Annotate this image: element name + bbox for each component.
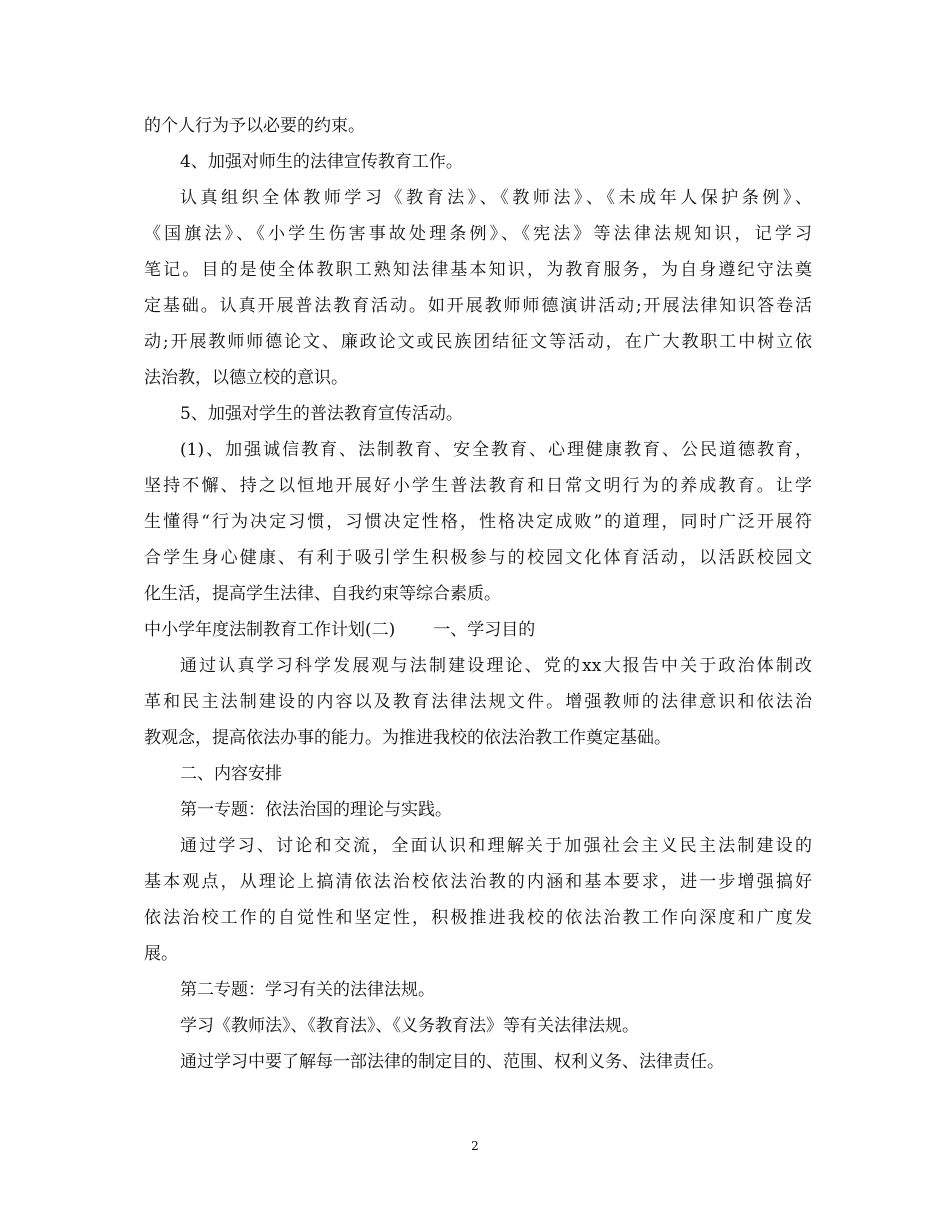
paragraph-line: 基本观点，从理论上搞清依法治校依法治教的内涵和基本要求，进一步增强搞好 [144,872,812,892]
paragraph-line: 合学生身心健康、有利于吸引学生积极参与的校园文化体育活动，以活跃校园文 [144,548,812,568]
paragraph-line: 教观念，提高依法办事的能力。为推进我校的依法治教工作奠定基础。 [144,728,671,748]
section-heading: 5、加强对学生的普法教育宣传活动。 [180,404,463,424]
paragraph-line: 学习《教师法》、《教育法》、《义务教育法》等有关法律法规。 [180,1016,639,1036]
section-heading: 二、内容安排 [180,764,282,784]
paragraph-line: 展。 [144,944,178,964]
paragraph-line: 生懂得“行为决定习惯，习惯决定性格，性格决定成败”的道理，同时广泛开展符 [144,512,812,532]
paragraph-line: 革和民主法制建设的内容以及教育法律法规文件。增强教师的法律意识和依法治 [144,692,812,712]
section-heading: 4、加强对师生的法律宣传教育工作。 [180,152,463,172]
paragraph-line: 坚持不懈、持之以恒地开展好小学生普法教育和日常文明行为的养成教育。让学 [144,476,812,496]
topic-heading: 第一专题：依法治国的理论与实践。 [180,800,452,820]
paragraph-line: 《国旗法》、《小学生伤害事故处理条例》、《宪法》等法律法规知识，记学习 [144,224,812,244]
section-heading: 一、学习目的 [433,620,536,640]
paragraph-line: 通过学习、讨论和交流，全面认识和理解关于加强社会主义民主法制建设的 [180,836,812,856]
paragraph-line: 通过学习中要了解每一部法律的制定目的、范围、权利义务、法律责任。 [180,1052,724,1072]
paragraph-line: 的个人行为予以必要的约束。 [144,116,365,136]
page-number: 2 [471,1139,479,1153]
paragraph-line: 依法治校工作的自觉性和坚定性，积极推进我校的依法治教工作向深度和广度发 [144,908,812,928]
document-title-line [144,612,812,648]
document-title: 中小学年度法制教育工作计划(二) [144,620,396,640]
paragraph-line: 动;开展教师师德论文、廉政论文或民族团结征文等活动，在广大教职工中树立依 [144,332,812,352]
topic-heading: 第二专题：学习有关的法律法规。 [180,980,435,1000]
paragraph-line: 法治教，以德立校的意识。 [144,368,348,388]
document-body [144,108,812,1080]
paragraph-line: (1)、加强诚信教育、法制教育、安全教育、心理健康教育、公民道德教育， [180,440,812,460]
paragraph-line: 化生活，提高学生法律、自我约束等综合素质。 [144,584,501,604]
paragraph-line: 通过认真学习科学发展观与法制建设理论、党的xx大报告中关于政治体制改 [180,656,812,676]
paragraph-line: 认真组织全体教师学习《教育法》、《教师法》、《未成年人保护条例》、 [180,188,812,208]
paragraph-line: 笔记。目的是使全体教职工熟知法律基本知识，为教育服务，为自身遵纪守法奠 [144,260,812,280]
paragraph-line: 定基础。认真开展普法教育活动。如开展教师师德演讲活动;开展法律知识答卷活 [144,296,812,316]
